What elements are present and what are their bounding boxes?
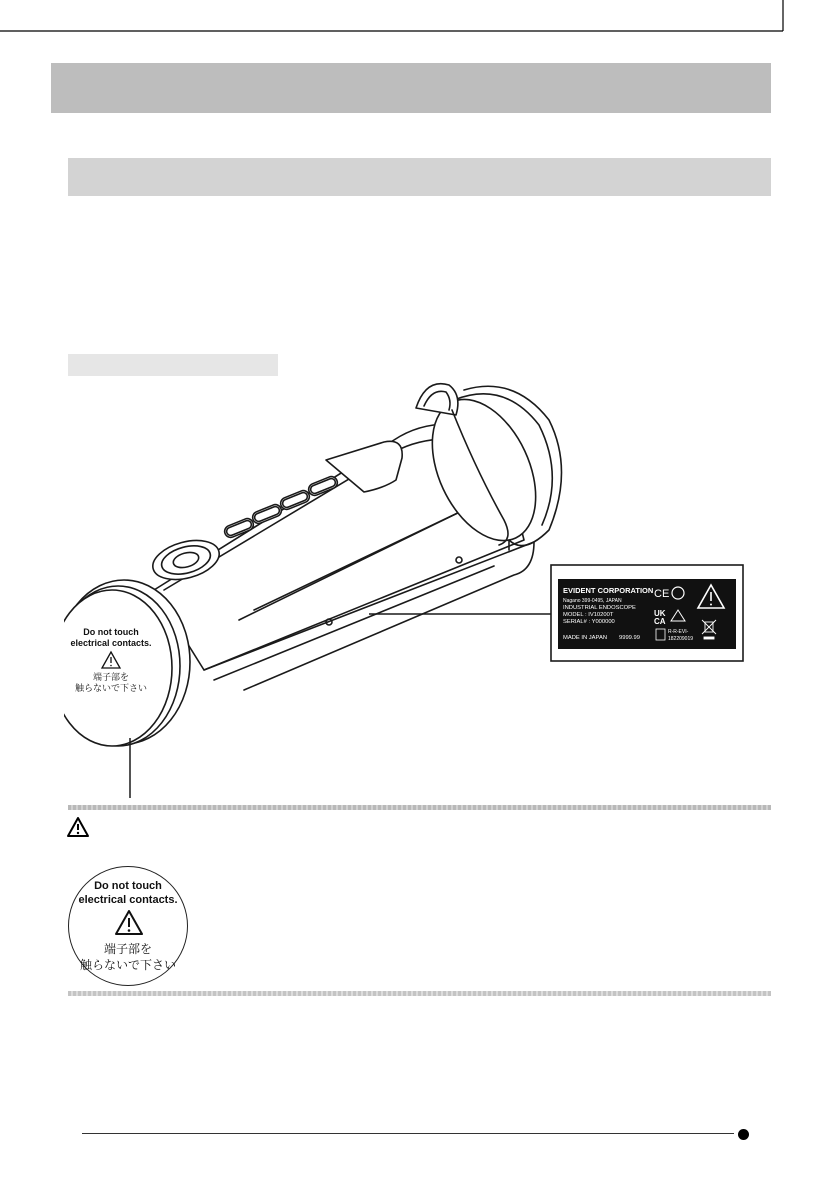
sticker-line2: electrical contacts.: [78, 894, 178, 906]
page-cut-mark: [0, 0, 839, 40]
section-header-band: [68, 158, 771, 196]
kc-code-2: 182209019: [668, 636, 694, 642]
cap-label-line1: Do not touch: [83, 627, 139, 637]
cap-label-line2: electrical contacts.: [70, 638, 152, 648]
endoscope-illustration: [64, 380, 744, 798]
rating-company: EVIDENT CORPORATION: [563, 586, 654, 595]
rating-value: 9999.99: [619, 635, 640, 641]
cap-label-jp2: 触らないで下さい: [74, 683, 148, 693]
rating-serial: SERIAL# : Y000000: [563, 619, 615, 625]
sticker-warning-icon: [114, 909, 144, 936]
rating-product: INDUSTRIAL ENDOSCOPE: [563, 605, 636, 611]
sticker-jp-line2: 触らないで下さい: [79, 958, 176, 972]
rating-model: MODEL : IV10200T: [563, 612, 614, 618]
rating-address: Nagano 399-0495, JAPAN: [563, 598, 622, 604]
cap-label-jp1: 端子部を: [92, 672, 130, 682]
footer-rule: [82, 1133, 734, 1134]
rating-label-callout: [551, 565, 743, 661]
ukca-top: UK: [654, 609, 666, 618]
sticker-line1: Do not touch: [94, 880, 162, 892]
footer-bullet-icon: [738, 1129, 749, 1140]
note-top-rule: [68, 805, 771, 810]
warning-triangle-icon: [66, 816, 90, 838]
caution-sticker: [68, 866, 188, 986]
figure-caption-band: [68, 354, 278, 376]
sticker-jp-line1: 端子部を: [103, 942, 152, 956]
rating-origin: MADE IN JAPAN: [563, 635, 608, 641]
chapter-header-band: [51, 63, 771, 113]
note-bottom-rule: [68, 991, 771, 996]
ukca-bottom: CA: [654, 617, 666, 626]
kc-code-1: R-R-EVI-: [668, 629, 689, 635]
ce-mark: CE: [654, 588, 670, 600]
